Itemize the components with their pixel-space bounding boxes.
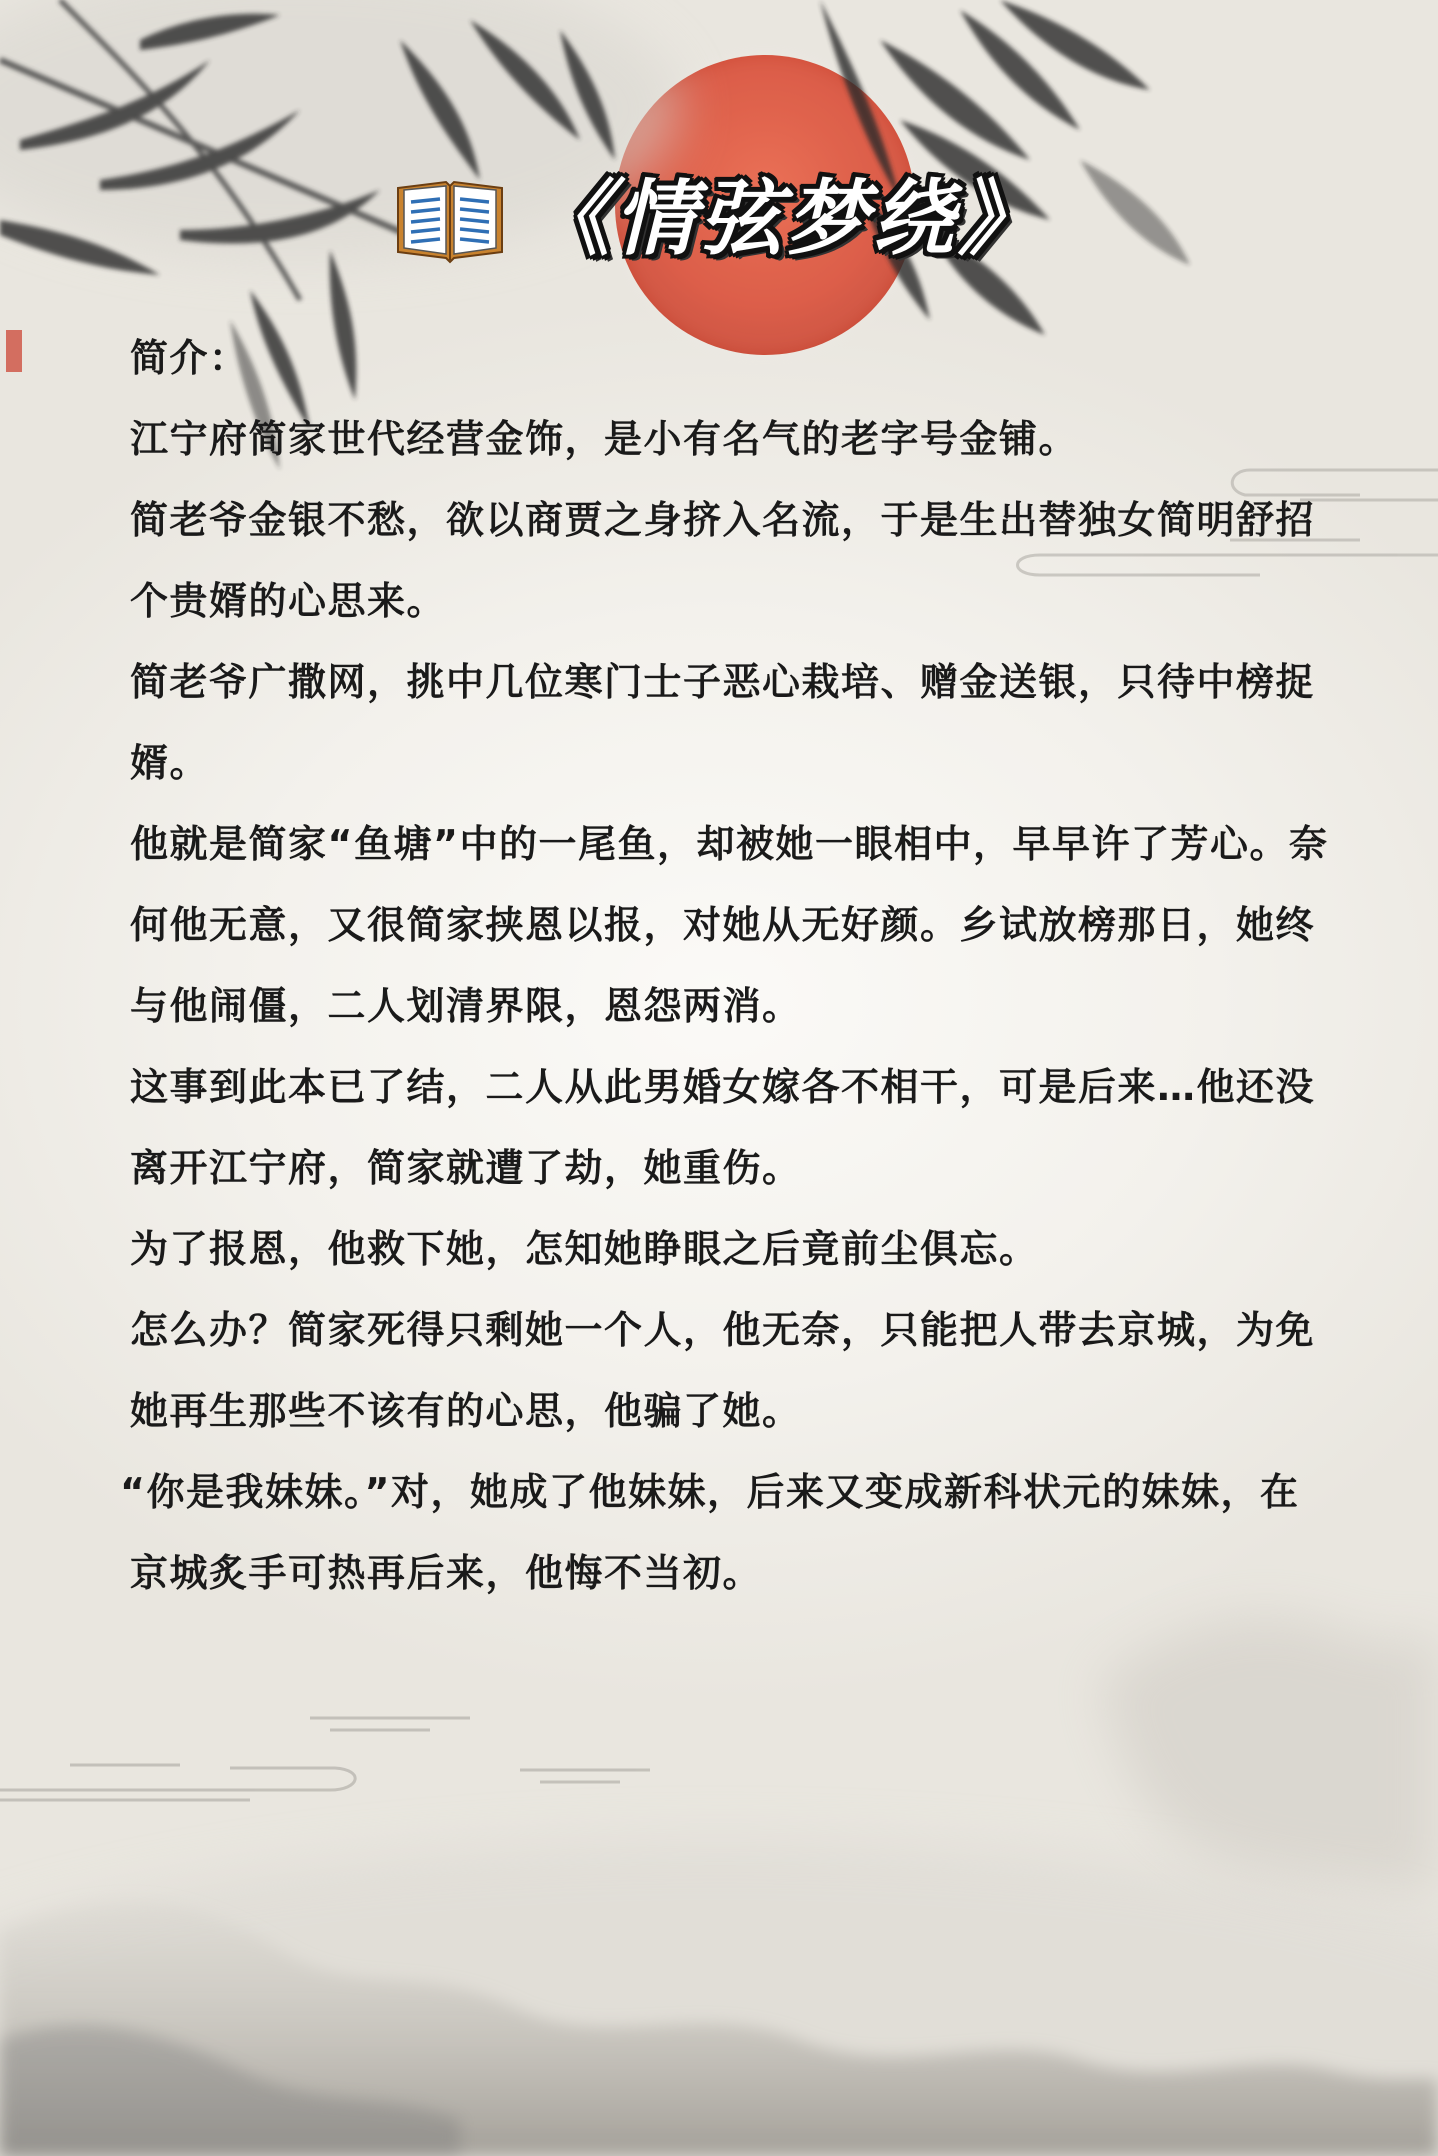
book-title: 《情弦梦绕》	[528, 172, 1044, 267]
seal-stamp	[6, 330, 22, 372]
cloud-swirl-left	[0, 1718, 650, 1800]
synopsis-paragraph-7: 怎么办？简家死得只剩她一个人，他无奈，只能把人带去京城，为免她再生那些不该有的心思，他骗了她。	[130, 1308, 1316, 1433]
intro-label: 简介：	[130, 336, 249, 380]
synopsis-body	[120, 318, 1330, 1614]
synopsis-paragraph-1: 江宁府简家世代经营金饰，是小有名气的老字号金铺。	[130, 417, 1079, 461]
synopsis-paragraph-3: 简老爷广撒网，挑中几位寒门士子恶心栽培、赠金送银，只待中榜捉婿。	[130, 660, 1316, 785]
synopsis-paragraph-6: 为了报恩，他救下她，怎知她睁眼之后竟前尘俱忘。	[130, 1227, 1039, 1271]
open-book-icon	[394, 174, 506, 266]
title-row	[0, 160, 1438, 280]
synopsis-paragraph-2: 简老爷金银不愁，欲以商贾之身挤入名流，于是生出替独女简明舒招个贵婿的心思来。	[130, 498, 1316, 623]
synopsis-paragraph-4: 他就是简家“鱼塘”中的一尾鱼，却被她一眼相中，早早许了芳心。奈何他无意，又很简家挟恩以报，对她从无好颜。乡试放榜那日，她终与他闹僵，二人划清界限，恩怨两消。	[130, 822, 1329, 1028]
synopsis-paragraph-5: 这事到此本已了结，二人从此男婚女嫁各不相干，可是后来…他还没离开江宁府，简家就遭了劫，她重伤。	[130, 1065, 1316, 1190]
synopsis-paragraph-8: “你是我妹妹。”对，她成了他妹妹，后来又变成新科状元的妹妹，在京城炙手可热再后来，他悔不当初。	[120, 1470, 1300, 1595]
